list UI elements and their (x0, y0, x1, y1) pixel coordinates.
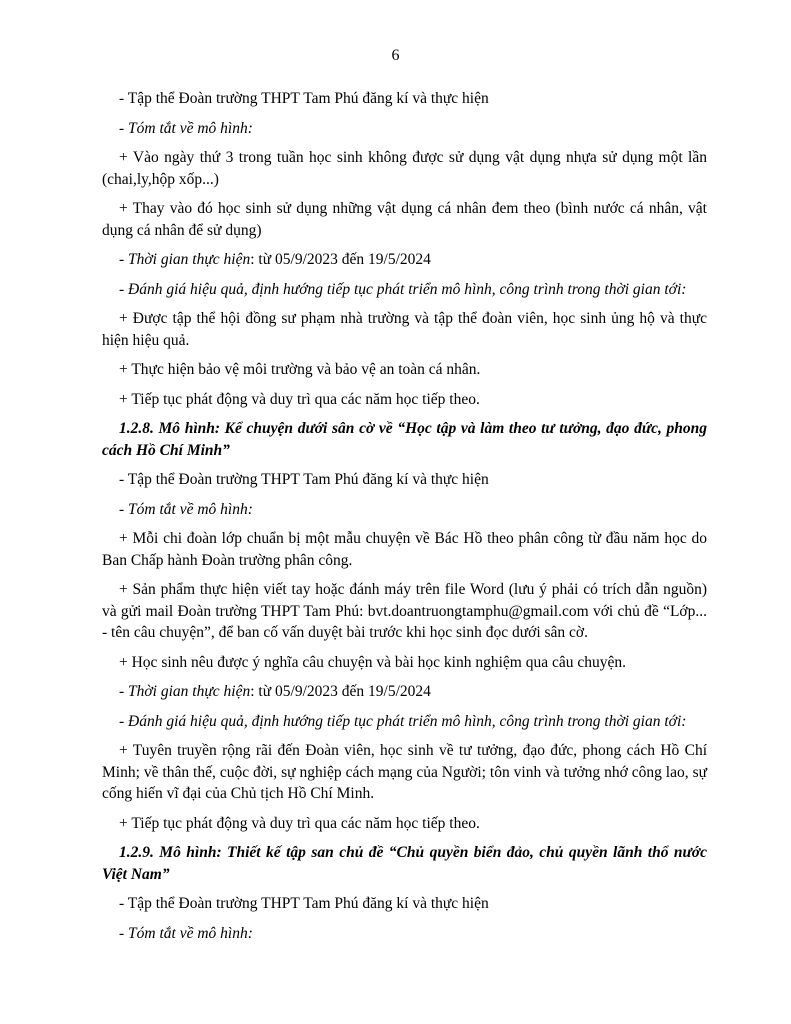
document-body (102, 88, 707, 952)
evaluation-item: + Tuyên truyền rộng rãi đến Đoàn viên, học sinh về tư tưởng, đạo đức, phong cách Hồ Chí Minh; về thân thế, cuộc đời, sự nghiệp cách mạng của Người; tôn vinh và tưởng nhớ công lao, sự cống hiến vĩ đại của Chủ tịch Hồ Chí Minh. (102, 742, 707, 802)
registration-line: - Tập thể Đoàn trường THPT Tam Phú đăng kí và thực hiện (119, 895, 489, 912)
section-heading-1-2-9: 1.2.9. Mô hình: Thiết kế tập san chủ đề “Chủ quyền biển đảo, chủ quyền lãnh thổ nước Việt Nam” (102, 844, 707, 883)
model-summary-label: - Tóm tắt về mô hình: (119, 500, 253, 518)
model-summary-label: - Tóm tắt về mô hình: (119, 119, 253, 137)
implementation-time-label: - Thời gian thực hiện (119, 251, 251, 268)
evaluation-label: - Đánh giá hiệu quả, định hướng tiếp tục phát triển mô hình, công trình trong thời gian tới: (119, 712, 687, 730)
implementation-time (102, 249, 707, 271)
registration-line: - Tập thể Đoàn trường THPT Tam Phú đăng kí và thực hiện (119, 471, 489, 488)
registration-line: - Tập thể Đoàn trường THPT Tam Phú đăng kí và thực hiện (119, 90, 489, 107)
summary-item: + Học sinh nêu được ý nghĩa câu chuyện và bài học kinh nghiệm qua câu chuyện. (119, 653, 626, 671)
evaluation-item: + Tiếp tục phát động và duy trì qua các năm học tiếp theo. (119, 814, 480, 832)
implementation-time-value: : từ 05/9/2023 đến 19/5/2024 (250, 251, 431, 268)
evaluation-item: + Được tập thể hội đồng sư phạm nhà trường và tập thể đoàn viên, học sinh ủng hộ và thực hiện hiệu quả. (102, 310, 707, 349)
model-summary-label: - Tóm tắt về mô hình: (119, 924, 253, 942)
implementation-time-label: - Thời gian thực hiện (119, 683, 251, 700)
evaluation-item: + Thực hiện bảo vệ môi trường và bảo vệ an toàn cá nhân. (119, 361, 481, 378)
page-number: 6 (391, 47, 400, 64)
section-heading-1-2-8: 1.2.8. Mô hình: Kể chuyện dưới sân cờ về “Học tập và làm theo tư tưởng, đạo đức, phong cách Hồ Chí Minh” (102, 420, 707, 459)
summary-item: + Vào ngày thứ 3 trong tuần học sinh không được sử dụng vật dụng nhựa sử dụng một lần (chai,ly,hộp xốp...) (102, 149, 707, 188)
summary-item: + Thay vào đó học sinh sử dụng những vật dụng cá nhân đem theo (bình nước cá nhân, vật dụng cá nhân để sử dụng) (102, 200, 707, 239)
implementation-time (102, 681, 707, 703)
evaluation-label: - Đánh giá hiệu quả, định hướng tiếp tục phát triển mô hình, công trình trong thời gian tới: (119, 280, 687, 298)
summary-item: + Mỗi chi đoàn lớp chuẩn bị một mẫu chuyện về Bác Hồ theo phân công từ đầu năm học do Ban Chấp hành Đoàn trường phân công. (102, 530, 707, 569)
evaluation-item: + Tiếp tục phát động và duy trì qua các năm học tiếp theo. (119, 390, 480, 408)
summary-item: + Sản phẩm thực hiện viết tay hoặc đánh máy trên file Word (lưu ý phải có trích dẫn nguồn) và gửi mail Đoàn trường THPT Tam Phú: bvt.doantruongtamphu@gmail.com với chủ đề “Lớp... - tên câu chuyện”, để ban cố vấn duyệt bài trước khi học sinh đọc dưới sân cờ. (102, 581, 707, 641)
implementation-time-value: : từ 05/9/2023 đến 19/5/2024 (250, 683, 431, 700)
